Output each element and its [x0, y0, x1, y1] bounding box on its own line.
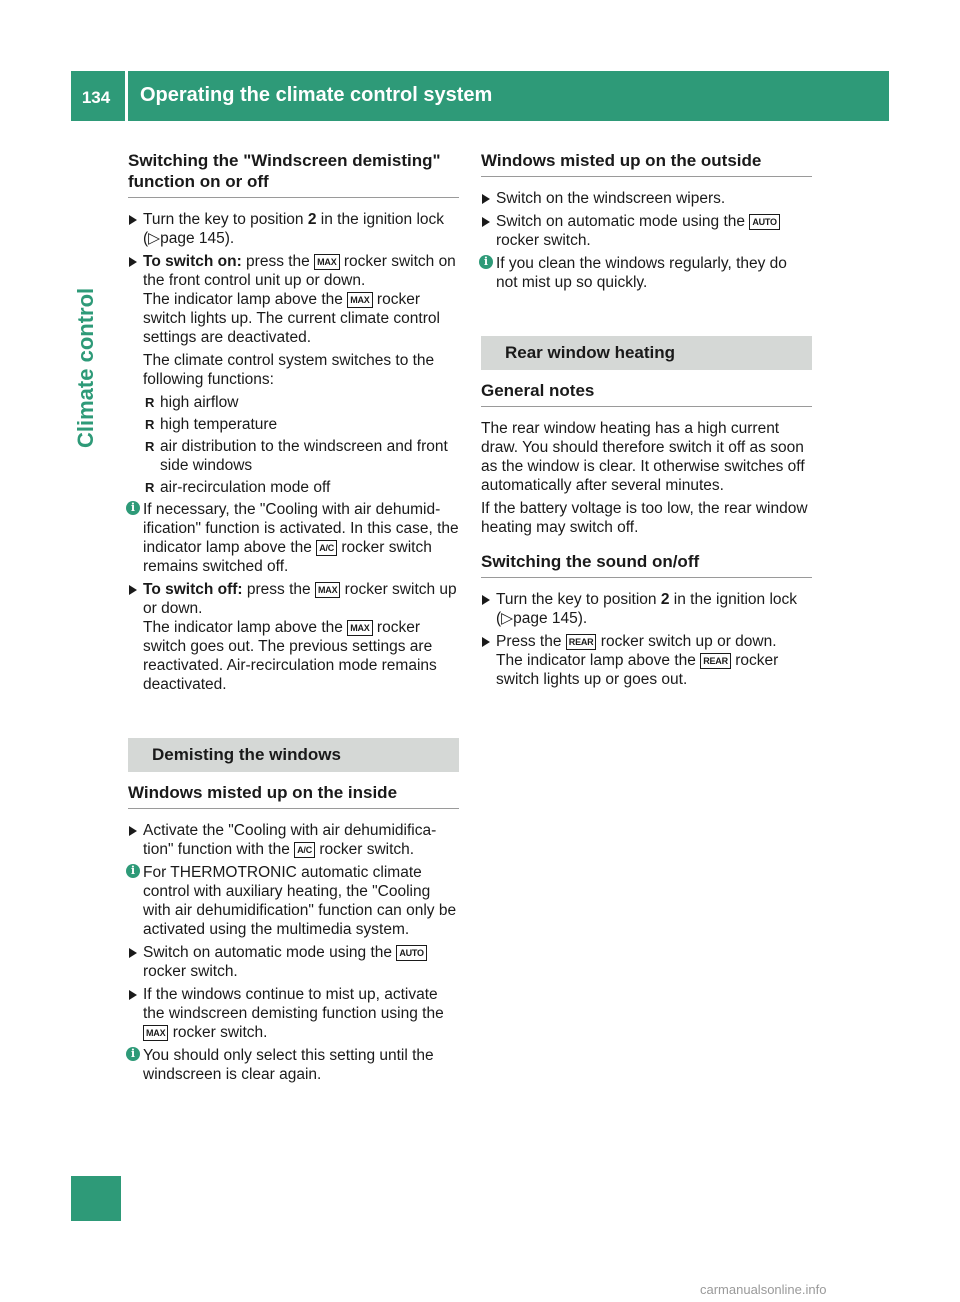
- auto-icon: AUTO: [749, 214, 780, 230]
- rear-defrost-icon: REAR: [700, 653, 731, 669]
- arrow-icon: [129, 257, 137, 267]
- watermark: carmanualsonline.info: [700, 1282, 827, 1297]
- step-activate-demisting: If the windows continue to mist up, activate the windscreen demisting function using the MAX rocker switch.: [128, 985, 459, 1042]
- defrost-max-icon: MAX: [143, 1025, 168, 1041]
- function-item: R air-recirculation mode off: [145, 479, 331, 496]
- general-notes-heading: General notes: [481, 380, 812, 407]
- step-wipers: Switch on the windscreen wipers.: [481, 189, 812, 208]
- arrow-icon: [129, 826, 137, 836]
- functions-intro: The climate control system switches to the following functions:: [143, 352, 435, 388]
- step-activate-cooling: Activate the "Cooling with air dehumidifica-tion" function with the A/C rocker switch.: [128, 821, 459, 859]
- rear-heating-section-heading: Rear window heating: [481, 336, 812, 370]
- auto-icon: AUTO: [396, 945, 427, 961]
- note-clean-windows: i If you clean the windows regularly, they do not mist up so quickly.: [481, 254, 812, 292]
- side-chapter-block: [71, 1176, 121, 1221]
- side-chapter-label: Climate control: [73, 287, 98, 448]
- arrow-icon: [482, 194, 490, 204]
- rear-defrost-icon: REAR: [566, 634, 597, 650]
- general-paragraph-2: If the battery voltage is too low, the rear window heating may switch off.: [481, 500, 808, 536]
- arrow-icon: [482, 595, 490, 605]
- defrost-max-icon: MAX: [314, 254, 339, 270]
- step-switch-off: To switch off: press the MAX rocker switch up or down. The indicator lamp above the MAX rocker switch goes out. The previous settings are reactivated. Air-recirculation mode remains deactivated.: [128, 580, 459, 694]
- general-paragraph-1: The rear window heating has a high current draw. You should therefore switch it off as soon as the window is clear. It otherwise switches off automatically after several minutes.: [481, 420, 805, 494]
- step-auto-mode: Switch on automatic mode using the AUTO rocker switch.: [128, 943, 459, 981]
- defrost-max-icon: MAX: [347, 292, 372, 308]
- triangle-ref-icon: ▷: [148, 230, 161, 247]
- arrow-icon: [482, 217, 490, 227]
- step-switch-on: To switch on: press the MAX rocker switch on the front control unit up or down. The indicator lamp above the MAX rocker switch lights up. The current climate control settings are deactivated. The climate control system switches to the following functions:: [128, 252, 459, 389]
- triangle-ref-icon: ▷: [501, 610, 514, 627]
- defrost-max-icon: MAX: [347, 620, 372, 636]
- bullet-icon: R: [145, 439, 155, 454]
- function-item: R high airflow: [145, 394, 239, 411]
- bullet-icon: R: [145, 480, 155, 495]
- inside-heading: Windows misted up on the inside: [128, 782, 459, 809]
- arrow-icon: [129, 215, 137, 225]
- info-icon: i: [479, 255, 493, 269]
- arrow-icon: [129, 585, 137, 595]
- arrow-icon: [129, 948, 137, 958]
- demisting-section-heading: Demisting the windows: [128, 738, 459, 772]
- running-title: Operating the climate control system: [140, 84, 493, 106]
- defrost-max-icon: MAX: [315, 582, 340, 598]
- function-item: R air distribution to the windscreen and front side windows: [145, 438, 448, 474]
- function-item: R high temperature: [145, 416, 278, 433]
- bullet-icon: R: [145, 417, 155, 432]
- outside-heading: Windows misted up on the outside: [481, 150, 812, 177]
- left-column: [128, 150, 459, 1088]
- windscreen-demisting-heading: Switching the "Windscreen demisting" function on or off: [128, 150, 459, 198]
- ac-icon: A/C: [294, 842, 315, 858]
- step-auto-mode: Switch on automatic mode using the AUTO rocker switch.: [481, 212, 812, 250]
- note-cooling: i If necessary, the "Cooling with air dehumid-ification" function is activated. In this case, the indicator lamp above the A/C rocker switch remains switched off.: [128, 500, 459, 576]
- note-select-setting: i You should only select this setting until the windscreen is clear again.: [128, 1046, 459, 1084]
- sound-heading: Switching the sound on/off: [481, 551, 812, 578]
- step-press-rear: Press the REAR rocker switch up or down. The indicator lamp above the REAR rocker switch lights up or goes out.: [481, 632, 812, 689]
- info-icon: i: [126, 1047, 140, 1061]
- header-divider: [125, 71, 128, 121]
- info-icon: i: [126, 864, 140, 878]
- step-turn-key: Turn the key to position 2 in the ignition lock (▷page 145).: [481, 590, 812, 628]
- page-number: 134: [81, 88, 111, 107]
- step-turn-key: Turn the key to position 2 in the ignition lock (▷page 145).: [128, 210, 459, 248]
- arrow-icon: [129, 990, 137, 1000]
- note-thermotronic: i For THERMOTRONIC automatic climate control with auxiliary heating, the "Cooling with air dehumidification" function can only be activated using the multimedia system.: [128, 863, 459, 939]
- ac-icon: A/C: [316, 540, 337, 556]
- arrow-icon: [482, 637, 490, 647]
- bullet-icon: R: [145, 395, 155, 410]
- info-icon: i: [126, 501, 140, 515]
- right-column: [481, 150, 812, 693]
